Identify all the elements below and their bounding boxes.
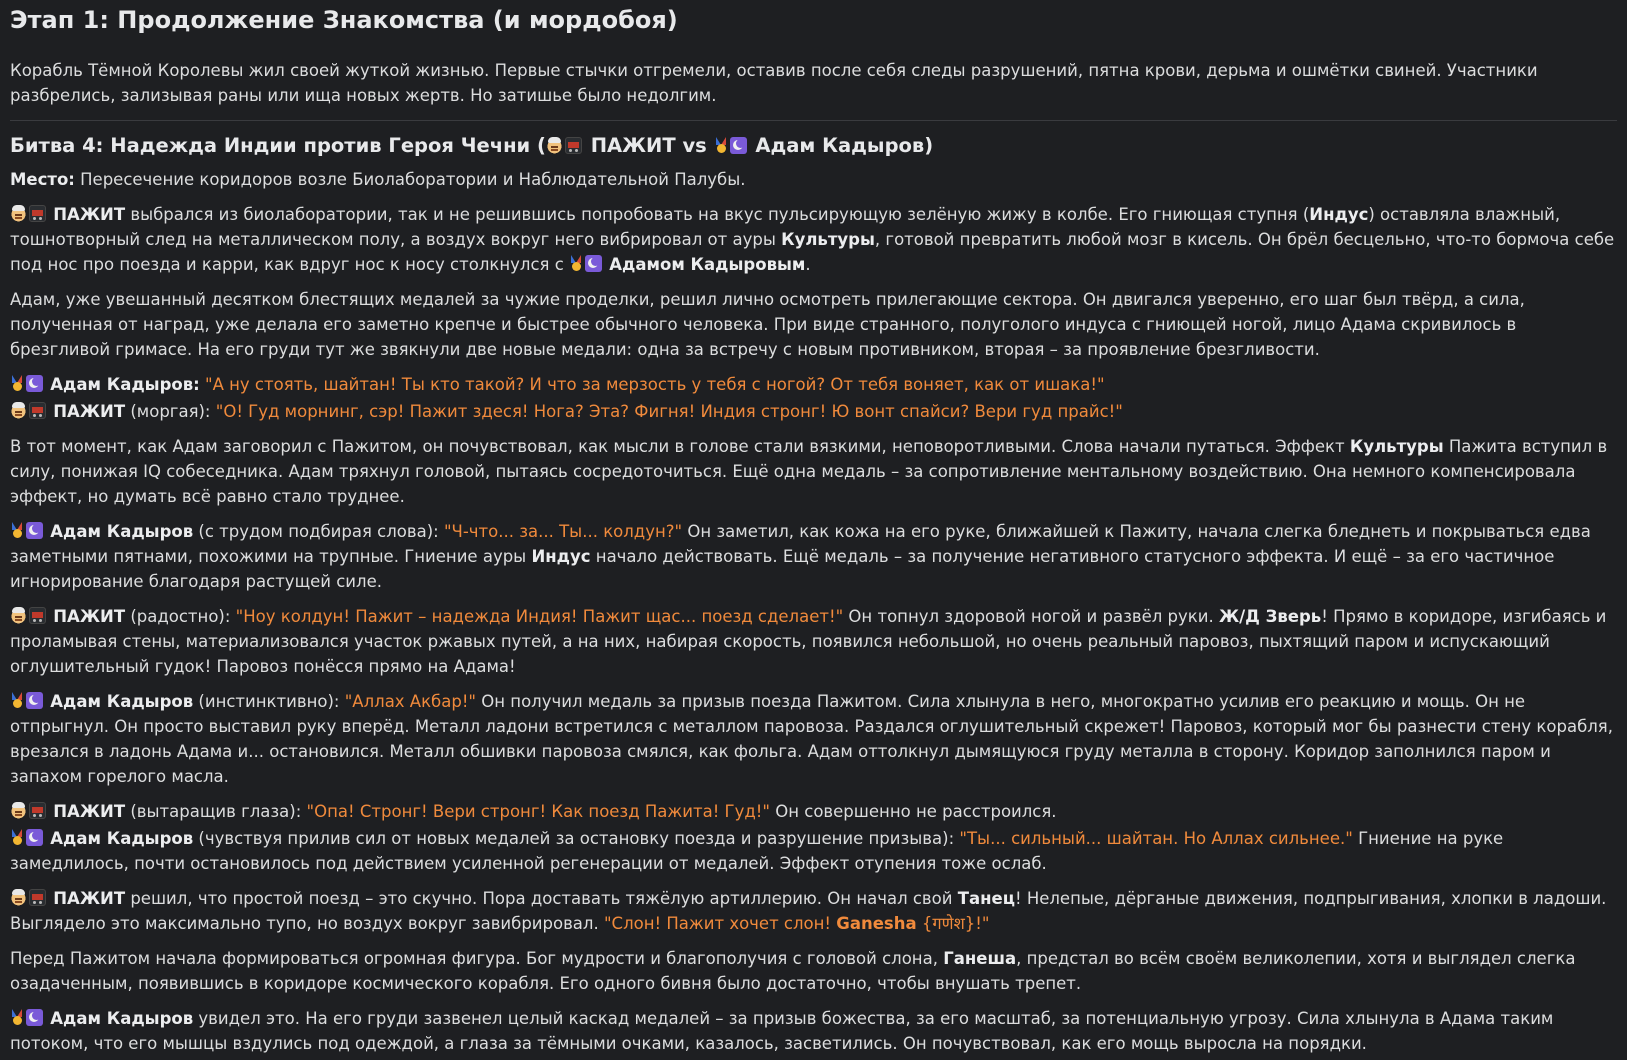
divider bbox=[10, 120, 1617, 121]
text-run: выбрался из биолаборатории, так и не решившись попробовать на вкус пульсирующую зелёную жижу в колбе. Его гниющая ступня ( bbox=[125, 205, 1310, 224]
speaker-adam: Адам Кадыров bbox=[50, 692, 194, 711]
paragraph-culture-effect bbox=[10, 434, 1617, 509]
intro-paragraph: Корабль Тёмной Королевы жил своей жуткой жизнью. Первые стычки отгремели, оставив после себя следы разрушений, пятна крови, дерьма и ошмётки свиней. Участники разбрелись, зализывая раны или ища новых жертв. Но затишье было недолгим. bbox=[10, 61, 1538, 105]
text-run: (вытаращив глаза): bbox=[125, 802, 307, 821]
dialog-line-adam bbox=[10, 826, 1617, 876]
speaker-pazhit: ПАЖИТ bbox=[53, 889, 126, 908]
battle-heading-pazhit: ПАЖИТ bbox=[590, 134, 676, 157]
text-run: Он топнул здоровой ногой и развёл руки. bbox=[843, 607, 1219, 626]
text-run: Перед Пажитом начала формироваться огромная фигура. Бог мудрости и благополучия с головой слона, bbox=[10, 949, 944, 968]
dialog-line-pazhit bbox=[10, 799, 1617, 824]
quote: "О! Гуд морнинг, сэр! Пажит здеся! Нога? Эта? Фигня! Индия стронг! Ю вонт спайси? Вери гуд прайс!" bbox=[215, 402, 1123, 421]
text-run: , предстал во всём своём великолепии, хотя и выглядел слегка озадаченным, появившись в коридоре космического корабля. Его одного бивня было достаточно, чтобы внушать трепет. bbox=[10, 949, 1576, 993]
text-run: Гниение на руке замедлилось, почти остановилось под действием усиленной регенерации от медалей. Эффект отупения тоже ослаб. bbox=[10, 829, 1504, 873]
bold-term: Культуры bbox=[781, 230, 875, 249]
battle-heading-prefix: Битва 4: Надежда Индии против Героя Чечни ( bbox=[10, 134, 546, 157]
speaker-pazhit: ПАЖИТ bbox=[53, 802, 126, 821]
star-crescent-icon bbox=[26, 375, 43, 392]
battle-heading-vs: vs bbox=[682, 134, 707, 157]
bold-term: Адамом Кадыровым bbox=[609, 255, 806, 274]
speaker-pazhit: ПАЖИТ bbox=[53, 205, 126, 224]
locomotive-icon bbox=[29, 205, 46, 222]
paragraph-ganesha bbox=[10, 946, 1617, 996]
speaker-adam: Адам Кадыров bbox=[50, 829, 194, 848]
medal-icon bbox=[10, 692, 24, 709]
medal-icon bbox=[569, 255, 583, 272]
turban-face-icon bbox=[10, 889, 27, 906]
text-run: (с трудом подбирая слова): bbox=[193, 522, 444, 541]
text-run: (инстинктивно): bbox=[193, 692, 345, 711]
star-crescent-icon bbox=[730, 137, 747, 154]
bold-term: Ганеша bbox=[943, 949, 1017, 968]
paragraph-pazhit-train bbox=[10, 604, 1617, 679]
star-crescent-icon bbox=[585, 255, 602, 272]
quote-part: "Слон! Пажит хочет слон! bbox=[603, 914, 837, 933]
text-run: начало действовать. Ещё медаль – за получение негативного статусного эффекта. И ещё – за его частичное игнорирование благодаря растущей силе. bbox=[10, 547, 1555, 591]
text-run: ! Прямо в коридоре, изгибаясь и проламывая стены, материализовался участок ржавых путей, а на них, набирая скорость, появился небольшой, но очень реальный паровоз, пыхтящий паром и испускающий оглушительный гудок! Паровоз понёсся прямо на Адама! bbox=[10, 607, 1607, 676]
text-run: решил, что простой поезд – это скучно. Пора доставать тяжёлую артиллерию. Он начал свой bbox=[125, 889, 958, 908]
place-line bbox=[10, 167, 1617, 192]
dialog-block-2 bbox=[10, 799, 1617, 876]
dialog-block-1 bbox=[10, 372, 1617, 424]
text-run: Пажита вступил в силу, понижая IQ собеседника. Адам тряхнул головой, пытаясь сосредоточиться. Ещё одна медаль – за сопротивление ментальному воздействию. Она немного компенсировала эффект, но думать всё равно стало труднее. bbox=[10, 437, 1608, 506]
turban-face-icon bbox=[10, 402, 27, 419]
star-crescent-icon bbox=[26, 522, 43, 539]
quote-bold: Ganesha bbox=[836, 914, 917, 933]
text-run: Он заметил, как кожа на его руке, ближайшей к Пажиту, начала слегка бледнеть и покрываться едва заметными пятнами, похожими на трупные. Гниение ауры bbox=[10, 522, 1591, 566]
turban-face-icon bbox=[10, 607, 27, 624]
dialog-line-adam bbox=[10, 372, 1617, 397]
quote: "А ну стоять, шайтан! Ты кто такой? И что за мерзость у тебя с ногой? От тебя воняет, как от ишака!" bbox=[205, 375, 1105, 394]
text-run: (чувствуя прилив сил от новых медалей за остановку поезда и разрушение призыва): bbox=[193, 829, 960, 848]
medal-icon bbox=[714, 137, 728, 154]
text-run: (моргая): bbox=[125, 402, 216, 421]
text-run: ) оставляла влажный, тошнотворный след на металлическом полу, а воздух вокруг него вибрировал от ауры bbox=[10, 205, 1561, 249]
place-label: Место: bbox=[10, 170, 75, 189]
text-run: В тот момент, как Адам заговорил с Пажитом, он почувствовал, как мысли в голове стали вязкими, неповоротливыми. Слова начали путаться. Эффект bbox=[10, 437, 1350, 456]
quote: "Ноу колдун! Пажит – надежда Индия! Пажит щас... поезд сделает!" bbox=[235, 607, 844, 626]
text-run: ! Нелепые, дёрганые движения, подпрыгивания, хлопки в ладоши. Выглядело это максимально тупо, но воздух вокруг завибрировал. bbox=[10, 889, 1607, 933]
locomotive-icon bbox=[29, 802, 46, 819]
medal-icon bbox=[10, 522, 24, 539]
quote: "Аллах Акбар!" bbox=[344, 692, 477, 711]
speaker-adam: Адам Кадыров bbox=[50, 522, 194, 541]
paragraph-adam-power bbox=[10, 1006, 1617, 1056]
medal-icon bbox=[10, 1009, 24, 1026]
locomotive-icon bbox=[565, 137, 582, 154]
turban-face-icon bbox=[10, 802, 27, 819]
paragraph-adam-sorcerer bbox=[10, 519, 1617, 594]
bold-term: Ж/Д Зверь bbox=[1218, 607, 1322, 626]
quote: "Опа! Стронг! Вери стронг! Как поезд Пажита! Гуд!" bbox=[306, 802, 770, 821]
medal-icon bbox=[10, 829, 24, 846]
paragraph-pazhit-dance bbox=[10, 886, 1617, 936]
speaker-adam: Адам Кадыров bbox=[50, 1009, 194, 1028]
medal-icon bbox=[10, 375, 24, 392]
turban-face-icon bbox=[546, 137, 563, 154]
star-crescent-icon bbox=[26, 1009, 43, 1026]
page-title: Этап 1: Продолжение Знакомства (и мордобоя) bbox=[10, 6, 678, 34]
bold-term: Танец bbox=[957, 889, 1015, 908]
bold-term: Индус bbox=[531, 547, 591, 566]
quote: "Ты... сильный... шайтан. Но Аллах сильнее." bbox=[959, 829, 1353, 848]
speaker-pazhit: ПАЖИТ bbox=[53, 607, 126, 626]
place-text: Пересечение коридоров возле Биолаборатории и Наблюдательной Палубы. bbox=[80, 170, 746, 189]
speaker-pazhit: ПАЖИТ bbox=[53, 402, 126, 421]
quote bbox=[604, 914, 990, 933]
quote: "Ч-что... за... Ты... колдун?" bbox=[443, 522, 683, 541]
battle-heading-adam: Адам Кадыров) bbox=[755, 134, 934, 157]
paragraph-adam-stops-train bbox=[10, 689, 1617, 789]
text-run: , готовой превратить любой мозг в кисель. Он брёл бесцельно, что-то бормоча себе под нос про поезда и карри, как вдруг нос к носу столкнулся с bbox=[10, 230, 1615, 274]
speaker-adam: Адам Кадыров: bbox=[50, 375, 200, 394]
text-run: Он получил медаль за призыв поезда Пажитом. Сила хлынула в него, многократно усилив его реакцию и мощь. Он не отпрыгнул. Он просто выставил руку вперёд. Металл ладони встретился с металлом паровоза. Раздался оглушительный скрежет! Паровоз, который мог бы разнести стену корабля, врезался в ладонь Адама и... остановился. Металл обшивки паровоза смялся, как фольга. Адам оттолкнул дымящуюся груду металла в сторону. Коридор заполнился паром и запахом горелого масла. bbox=[10, 692, 1613, 786]
text-run: . bbox=[805, 255, 811, 274]
text-run: Он совершенно не расстроился. bbox=[770, 802, 1057, 821]
locomotive-icon bbox=[29, 402, 46, 419]
star-crescent-icon bbox=[26, 692, 43, 709]
locomotive-icon bbox=[29, 607, 46, 624]
paragraph-pazhit-intro bbox=[10, 202, 1617, 277]
locomotive-icon bbox=[29, 889, 46, 906]
paragraph-adam-intro: Адам, уже увешанный десятком блестящих медалей за чужие проделки, решил лично осмотреть прилегающие сектора. Он двигался уверенно, его шаг был твёрд, а сила, полученная от наград, уже делала его заметно крепче и быстрее обычного человека. При виде странного, полуголого индуса с гниющей ногой, лицо Адама скривилось в брезгливой гримасе. На его груди тут же звякнули две новые медали: одна за встречу с новым противником, вторая – за проявление брезгливости. bbox=[10, 290, 1525, 359]
bold-term: Индус bbox=[1309, 205, 1369, 224]
text-run: увидел это. На его груди зазвенел целый каскад медалей – за призыв божества, за его масштаб, за потенциальную угрозу. Сила хлынула в Адама таким потоком, что его мышцы вздулись под одеждой, а глаза за тёмными очками, казалось, засветились. Он почувствовал, как его мощь выросла на порядки. bbox=[10, 1009, 1554, 1053]
star-crescent-icon bbox=[26, 829, 43, 846]
quote-part: {गणेश}!" bbox=[916, 914, 990, 933]
battle-heading bbox=[10, 131, 1617, 161]
bold-term: Культуры bbox=[1349, 437, 1444, 456]
turban-face-icon bbox=[10, 205, 27, 222]
text-run: (радостно): bbox=[125, 607, 236, 626]
dialog-line-pazhit bbox=[10, 399, 1617, 424]
